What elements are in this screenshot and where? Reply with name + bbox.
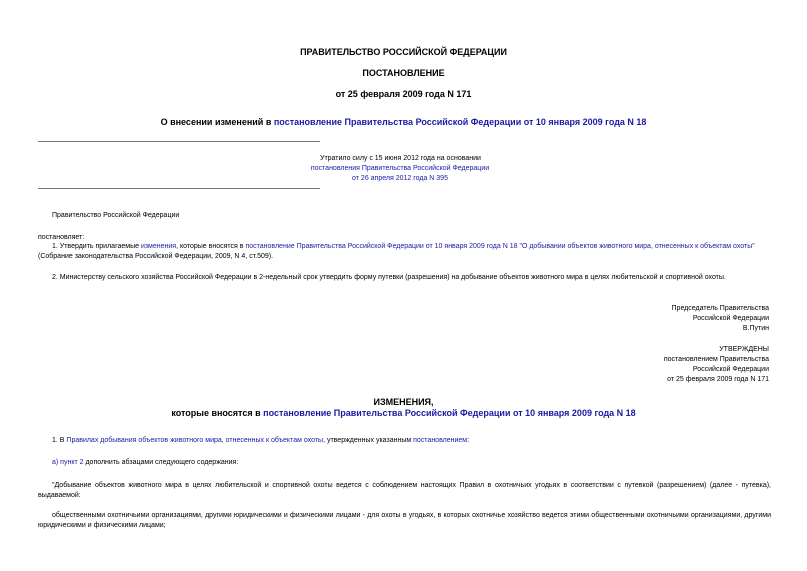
document-type: ПОСТАНОВЛЕНИЕ — [362, 68, 445, 78]
changes-title: ИЗМЕНЕНИЯ, — [373, 397, 434, 407]
divider-bottom — [38, 188, 320, 189]
note-link-2[interactable]: от 26 апреля 2012 года N 395 — [352, 175, 448, 182]
gov-line: Правительство Российской Федерации — [52, 212, 180, 219]
signature-line-1: Председатель Правительства — [671, 305, 769, 312]
p1-link-decree[interactable]: постановление Правительства Российской Федерации от 10 января 2009 года N 18 "О добывании объектов животного мира, отнесенных к объектам охоты" — [245, 243, 755, 250]
signature-line-2: Российской Федерации — [692, 315, 769, 322]
note-line-1: Утратило силу с 15 июня 2012 года на основании — [320, 155, 481, 162]
approved-line-1: УТВЕРЖДЕНЫ — [719, 346, 769, 353]
approved-line-4: от 25 февраля 2009 года N 171 — [667, 376, 769, 383]
paragraph-1 — [38, 242, 771, 262]
p1-text-c: (Собрание законодательства Российской Федерации, 2009, N 4, ст.509). — [38, 253, 274, 260]
approved-line-3: Российской Федерации — [692, 366, 769, 373]
quote-paragraph-2: общественными охотничьими организациями, другими юридическими и физическими лицами - для охоты в угодьях, в которых охотничье хозяйство ведется этими общественными охотничьими организациями, другими юридическими и физическими лицами; — [38, 512, 771, 529]
document-date: от 25 февраля 2009 года N 171 — [335, 89, 472, 99]
item-a-text: дополнить абзацами следующего содержания: — [83, 459, 239, 466]
quote-paragraph-1: "Добывание объектов животного мира в целях любительской и спортивной охоты ведется с соблюдением настоящих Правил в охотничьих угодьях в соответствии с путевкой (разрешением) (далее - путевка), выдаваемой: — [38, 482, 771, 499]
note-link-1[interactable]: постановления Правительства Российской Федерации — [310, 165, 490, 172]
divider-top — [38, 141, 320, 142]
item1-link-decree[interactable]: постановлением — [413, 437, 468, 444]
item1-text-a: 1. В — [52, 437, 67, 444]
signature-name: В.Путин — [742, 325, 769, 332]
item-a-link[interactable]: а) пункт 2 — [52, 459, 84, 466]
government-heading: ПРАВИТЕЛЬСТВО РОССИЙСКОЙ ФЕДЕРАЦИИ — [300, 47, 507, 57]
changes-subtitle-prefix: которые вносятся в — [171, 408, 264, 418]
changes-subtitle-link[interactable]: постановление Правительства Российской Федерации от 10 января 2009 года N 18 — [263, 408, 636, 418]
title-prefix: О внесении изменений в — [160, 117, 274, 127]
p1-text-b: , которые вносятся в — [176, 243, 246, 250]
document-title — [0, 117, 807, 127]
title-link[interactable]: постановление Правительства Российской Федерации от 10 января 2009 года N 18 — [273, 117, 647, 127]
item-1 — [52, 437, 469, 444]
item-a — [52, 459, 238, 466]
item1-link-rules[interactable]: Правилах добывания объектов животного мира, отнесенных к объектам охоты — [66, 437, 324, 444]
approved-line-2: постановлением Правительства — [663, 356, 769, 363]
changes-subtitle — [0, 408, 807, 418]
item1-text-b: , утвержденных указанным — [323, 437, 414, 444]
p1-link-changes[interactable]: изменения — [140, 243, 177, 250]
decrees-line: постановляет: — [38, 234, 85, 241]
p1-text-a: 1. Утвердить прилагаемые — [52, 243, 141, 250]
paragraph-2: 2. Министерству сельского хозяйства Российской Федерации в 2-недельный срок утвердить форму путевки (разрешения) на добывание объектов животного мира в целях любительской и спортивной охоты. — [52, 274, 726, 281]
item1-text-c: : — [467, 437, 470, 444]
